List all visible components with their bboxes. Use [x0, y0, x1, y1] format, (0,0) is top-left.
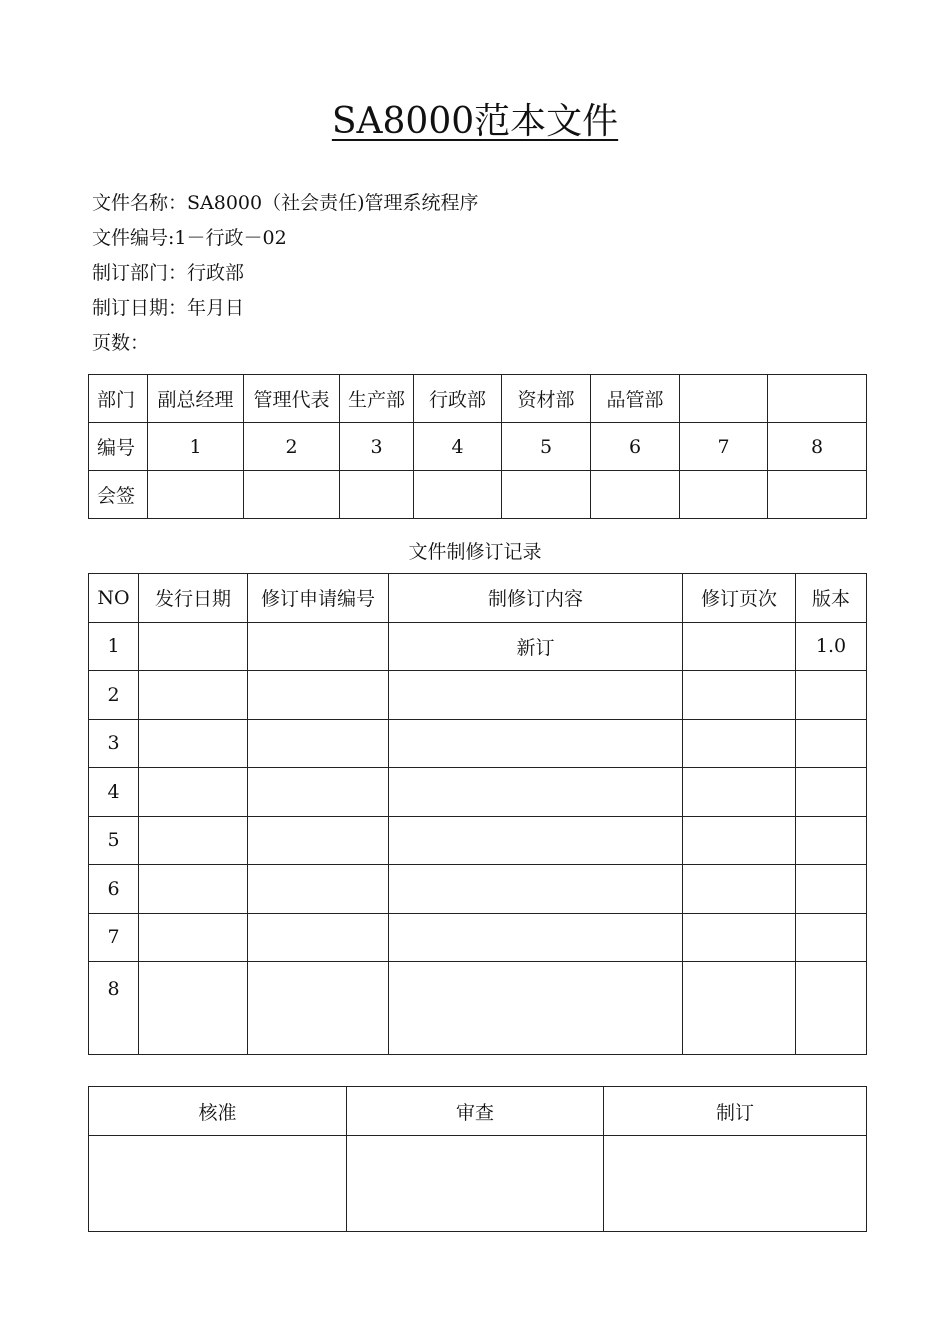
revision-record-table [88, 573, 867, 1055]
countersign-cell[interactable] [148, 471, 244, 519]
row-no: 1 [89, 622, 139, 671]
number-cell: 8 [768, 423, 867, 471]
number-row [89, 423, 867, 471]
department-cell: 资材部 [502, 375, 591, 423]
revision-content-cell[interactable] [389, 719, 683, 768]
countersign-cell[interactable] [768, 471, 867, 519]
request-number-cell[interactable] [248, 719, 389, 768]
revised-pages-cell[interactable] [683, 671, 796, 720]
countersign-cell[interactable] [680, 471, 768, 519]
approval-signature-row [89, 1136, 867, 1232]
request-number-cell[interactable] [248, 816, 389, 865]
issue-date-cell[interactable] [139, 622, 248, 671]
revision-content-cell[interactable] [389, 671, 683, 720]
revised-pages-cell[interactable] [683, 768, 796, 817]
issue-date-cell[interactable] [139, 719, 248, 768]
version-cell[interactable]: 1.0 [796, 622, 867, 671]
request-number-cell[interactable] [248, 865, 389, 914]
row-no: 2 [89, 671, 139, 720]
header-no: NO [89, 574, 139, 623]
revised-pages-cell[interactable] [683, 816, 796, 865]
revision-row [89, 816, 867, 865]
version-cell[interactable] [796, 719, 867, 768]
row-no: 7 [89, 913, 139, 962]
revision-table-caption: 文件制修订记录 [408, 541, 542, 563]
approval-table [88, 1086, 867, 1232]
header-revision-content: 制修订内容 [389, 574, 683, 623]
department-cell [768, 375, 867, 423]
department-cell [680, 375, 768, 423]
version-cell[interactable] [796, 671, 867, 720]
revision-row [89, 768, 867, 817]
department-row [89, 375, 867, 423]
number-cell: 1 [148, 423, 244, 471]
countersign-cell[interactable] [340, 471, 414, 519]
countersign-cell[interactable] [591, 471, 680, 519]
version-cell[interactable] [796, 768, 867, 817]
header-revised-pages: 修订页次 [683, 574, 796, 623]
revised-pages-cell[interactable] [683, 913, 796, 962]
countersign-table [88, 374, 867, 519]
header-prepare: 制订 [604, 1087, 867, 1136]
revision-row [89, 671, 867, 720]
issue-date-cell[interactable] [139, 768, 248, 817]
request-number-cell[interactable] [248, 913, 389, 962]
issue-date-cell[interactable] [139, 671, 248, 720]
row-no: 5 [89, 816, 139, 865]
header-approve: 核准 [89, 1087, 347, 1136]
review-signature-cell[interactable] [347, 1136, 604, 1232]
number-cell: 4 [414, 423, 502, 471]
revision-row [89, 622, 867, 671]
row-no: 6 [89, 865, 139, 914]
number-cell: 3 [340, 423, 414, 471]
revised-pages-cell[interactable] [683, 719, 796, 768]
countersign-row [89, 471, 867, 519]
department-cell: 副总经理 [148, 375, 244, 423]
header-issue-date: 发行日期 [139, 574, 248, 623]
row-label-countersign: 会签 [89, 471, 148, 519]
header-request-number: 修订申请编号 [248, 574, 389, 623]
document-title: SA8000范本文件 [331, 101, 619, 142]
revision-header-row [89, 574, 867, 623]
number-cell: 6 [591, 423, 680, 471]
version-cell[interactable] [796, 962, 867, 1055]
approval-header-row [89, 1087, 867, 1136]
revision-row [89, 719, 867, 768]
number-cell: 7 [680, 423, 768, 471]
revised-pages-cell[interactable] [683, 622, 796, 671]
header-review: 审查 [347, 1087, 604, 1136]
version-cell[interactable] [796, 816, 867, 865]
revision-content-cell[interactable]: 新订 [389, 622, 683, 671]
department-cell: 生产部 [340, 375, 414, 423]
approve-signature-cell[interactable] [89, 1136, 347, 1232]
number-cell: 2 [244, 423, 340, 471]
revision-row [89, 962, 867, 1055]
issue-date-cell[interactable] [139, 865, 248, 914]
row-label-department: 部门 [89, 375, 148, 423]
countersign-cell[interactable] [414, 471, 502, 519]
request-number-cell[interactable] [248, 671, 389, 720]
issue-date-cell[interactable] [139, 962, 248, 1055]
file-number: 文件编号:1－行政－02 [92, 227, 287, 249]
version-cell[interactable] [796, 913, 867, 962]
request-number-cell[interactable] [248, 622, 389, 671]
issue-date: 制订日期：年月日 [92, 297, 245, 319]
request-number-cell[interactable] [248, 768, 389, 817]
row-label-number: 编号 [89, 423, 148, 471]
revised-pages-cell[interactable] [683, 865, 796, 914]
header-version: 版本 [796, 574, 867, 623]
revision-content-cell[interactable] [389, 816, 683, 865]
request-number-cell[interactable] [248, 962, 389, 1055]
version-cell[interactable] [796, 865, 867, 914]
countersign-cell[interactable] [502, 471, 591, 519]
department-cell: 品管部 [591, 375, 680, 423]
issue-date-cell[interactable] [139, 816, 248, 865]
row-no: 8 [89, 962, 139, 1055]
number-cell: 5 [502, 423, 591, 471]
revision-content-cell[interactable] [389, 962, 683, 1055]
document-meta [92, 186, 479, 361]
issue-date-cell[interactable] [139, 913, 248, 962]
revision-content-cell[interactable] [389, 768, 683, 817]
revision-content-cell[interactable] [389, 913, 683, 962]
row-no: 4 [89, 768, 139, 817]
department-cell: 行政部 [414, 375, 502, 423]
revision-row [89, 913, 867, 962]
countersign-cell[interactable] [244, 471, 340, 519]
revised-pages-cell[interactable] [683, 962, 796, 1055]
issuing-department: 制订部门：行政部 [92, 262, 245, 284]
file-name: 文件名称：SA8000（社会责任)管理系统程序 [92, 192, 479, 214]
department-cell: 管理代表 [244, 375, 340, 423]
prepare-signature-cell[interactable] [604, 1136, 867, 1232]
revision-row [89, 865, 867, 914]
page-count: 页数： [92, 332, 150, 354]
revision-content-cell[interactable] [389, 865, 683, 914]
row-no: 3 [89, 719, 139, 768]
